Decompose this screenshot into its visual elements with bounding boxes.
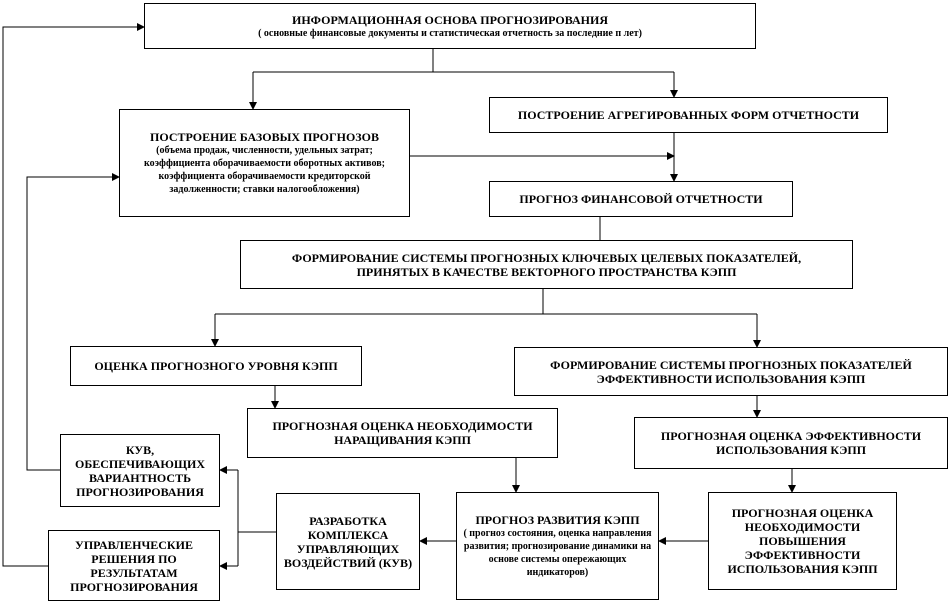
base-forecasts-title: ПОСТРОЕНИЕ БАЗОВЫХ ПРОГНОЗОВ — [150, 130, 379, 144]
base-forecasts-subtitle: (объема продаж, численности, удельных затрат; коэффициента оборачиваемости оборотных активов; коэффициента оборачиваемости кредиторской задолженности; ставки налогообложения) — [144, 145, 385, 195]
base-forecasts-box — [119, 109, 410, 217]
feedback-to-base-forecasts — [27, 177, 119, 470]
kuv-variance-title: КУВ, ОБЕСПЕЧИВАЮЩИХ ВАРИАНТНОСТЬ ПРОГНОЗИРОВАНИЯ — [74, 442, 206, 499]
development-forecast-subtitle: ( прогноз состояния, оценка направления развития; прогнозирование динамики на основе системы опережающих индикаторов) — [463, 528, 652, 578]
efficiency-assessment-title: ПРОГНОЗНАЯ ОЦЕНКА ЭФФЕКТИВНОСТИ ИСПОЛЬЗОВАНИЯ КЭПП — [660, 429, 922, 457]
financial-forecast-title: ПРОГНОЗ ФИНАНСОВОЙ ОТЧЕТНОСТИ — [519, 192, 763, 206]
info-base-box — [144, 3, 756, 49]
efficiency-increase-box — [708, 492, 897, 590]
key-indicators-box — [240, 240, 853, 289]
connector-key-split — [215, 289, 757, 314]
financial-forecast-box — [489, 181, 793, 217]
development-forecast-box — [456, 492, 659, 600]
management-decisions-title: УПРАВЛЕНЧЕСКИЕ РЕШЕНИЯ ПО РЕЗУЛЬТАТАМ ПРОГНОЗИРОВАНИЯ — [70, 537, 198, 594]
info-base-title: ИНФОРМАЦИОННАЯ ОСНОВА ПРОГНОЗИРОВАНИЯ — [291, 12, 609, 27]
kuv-development-box — [276, 493, 420, 590]
level-assessment-title: ОЦЕНКА ПРОГНОЗНОГО УРОВНЯ КЭПП — [94, 359, 338, 373]
efficiency-indicators-title: ФОРМИРОВАНИЕ СИСТЕМЫ ПРОГНОЗНЫХ ПОКАЗАТЕЛЕЙ ЭФФЕКТИВНОСТИ ИСПОЛЬЗОВАНИЯ КЭПП — [550, 357, 912, 386]
efficiency-assessment-box — [634, 417, 948, 469]
level-assessment-box — [70, 346, 362, 386]
info-base-subtitle: ( основные финансовые документы и статистическая отчетность за последние п лет) — [258, 27, 642, 39]
connector-kuv-split — [238, 470, 276, 566]
growth-need-box — [247, 408, 558, 458]
kuv-variance-box — [60, 434, 220, 507]
kuv-development-title: РАЗРАБОТКА КОМПЛЕКСА УПРАВЛЯЮЩИХ ВОЗДЕЙСТВИЙ (КУВ) — [283, 513, 413, 570]
key-indicators-title: ФОРМИРОВАНИЕ СИСТЕМЫ ПРОГНОЗНЫХ КЛЮЧЕВЫХ ЦЕЛЕВЫХ ПОКАЗАТЕЛЕЙ, ПРИНЯТЫХ В КАЧЕСТВЕ ВЕКТОРНОГО ПРОСТРАНСТВА КЭПП — [291, 250, 802, 279]
efficiency-indicators-box — [514, 347, 948, 396]
aggregated-forms-box — [489, 97, 888, 133]
development-forecast-title: ПРОГНОЗ РАЗВИТИЯ КЭПП — [475, 513, 640, 527]
management-decisions-box — [48, 530, 220, 601]
aggregated-forms-title: ПОСТРОЕНИЕ АГРЕГИРОВАННЫХ ФОРМ ОТЧЕТНОСТИ — [517, 108, 860, 122]
growth-need-title: ПРОГНОЗНАЯ ОЦЕНКА НЕОБХОДИМОСТИ НАРАЩИВАНИЯ КЭПП — [272, 419, 533, 447]
connector-info-split — [253, 49, 674, 72]
efficiency-increase-title: ПРОГНОЗНАЯ ОЦЕНКА НЕОБХОДИМОСТИ ПОВЫШЕНИЯ ЭФФЕКТИВНОСТИ ИСПОЛЬЗОВАНИЯ КЭПП — [727, 506, 878, 576]
